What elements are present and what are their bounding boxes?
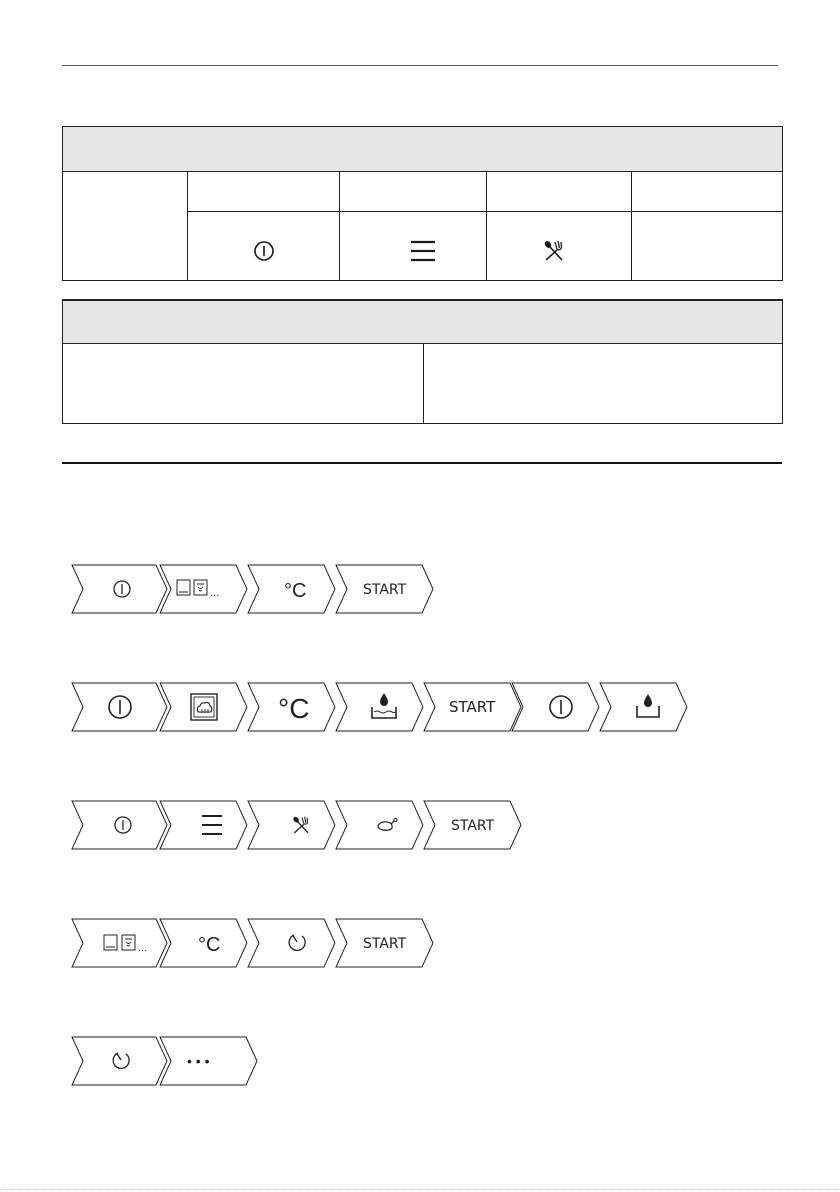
step-sequence-4	[72, 919, 442, 967]
step-start	[424, 801, 521, 849]
power-icon	[252, 239, 276, 263]
step-water-fill	[336, 683, 423, 731]
table-cell	[424, 343, 783, 423]
step-sequence-3	[72, 801, 532, 849]
icon-cell	[632, 212, 783, 281]
step-start	[336, 565, 433, 613]
info-table	[62, 299, 783, 424]
step-temperature	[160, 919, 247, 967]
step-power	[72, 683, 167, 731]
icon-cell	[487, 212, 632, 281]
step-menu	[160, 801, 247, 849]
control-panel-table	[62, 126, 783, 281]
step-power	[512, 683, 599, 731]
step-functions	[72, 919, 167, 967]
step-power	[72, 565, 167, 613]
icon-cell	[340, 212, 487, 281]
more-icon: • • •	[187, 1053, 210, 1069]
celsius-icon: °C	[278, 693, 310, 724]
page-top-rule	[62, 65, 778, 66]
step-start	[424, 683, 521, 731]
step-temperature	[248, 565, 335, 613]
step-power	[72, 801, 167, 849]
cutlery-icon	[542, 239, 566, 263]
table-cell	[63, 343, 424, 423]
row-label	[63, 172, 188, 281]
step-timer	[248, 919, 335, 967]
page-bottom-edge	[0, 1189, 840, 1190]
column-header	[487, 172, 632, 212]
step-water-empty	[600, 683, 687, 731]
start-label: START	[449, 698, 496, 716]
table-header	[63, 127, 783, 172]
table-header	[63, 300, 783, 343]
step-temperature	[248, 683, 335, 731]
step-dish	[336, 801, 423, 849]
step-steam-function	[160, 683, 247, 731]
step-functions	[160, 565, 247, 613]
start-label: START	[363, 582, 407, 598]
column-header	[340, 172, 487, 212]
step-sequence-2	[72, 683, 702, 731]
menu-icon	[410, 239, 436, 263]
step-sequence-5	[72, 1037, 272, 1085]
start-label: START	[451, 818, 495, 834]
icon-cell	[188, 212, 340, 281]
celsius-icon: °C	[198, 934, 221, 956]
step-cutlery	[248, 801, 335, 849]
column-header	[632, 172, 783, 212]
start-label: START	[363, 936, 407, 952]
ellipsis-label: ...	[210, 587, 220, 599]
ellipsis-label: ...	[138, 942, 148, 954]
step-timer	[72, 1037, 167, 1085]
step-sequence-1	[72, 565, 442, 613]
section-divider	[62, 462, 782, 464]
step-more	[160, 1037, 257, 1085]
step-start	[336, 919, 433, 967]
column-header	[188, 172, 340, 212]
celsius-icon: °C	[284, 580, 307, 602]
